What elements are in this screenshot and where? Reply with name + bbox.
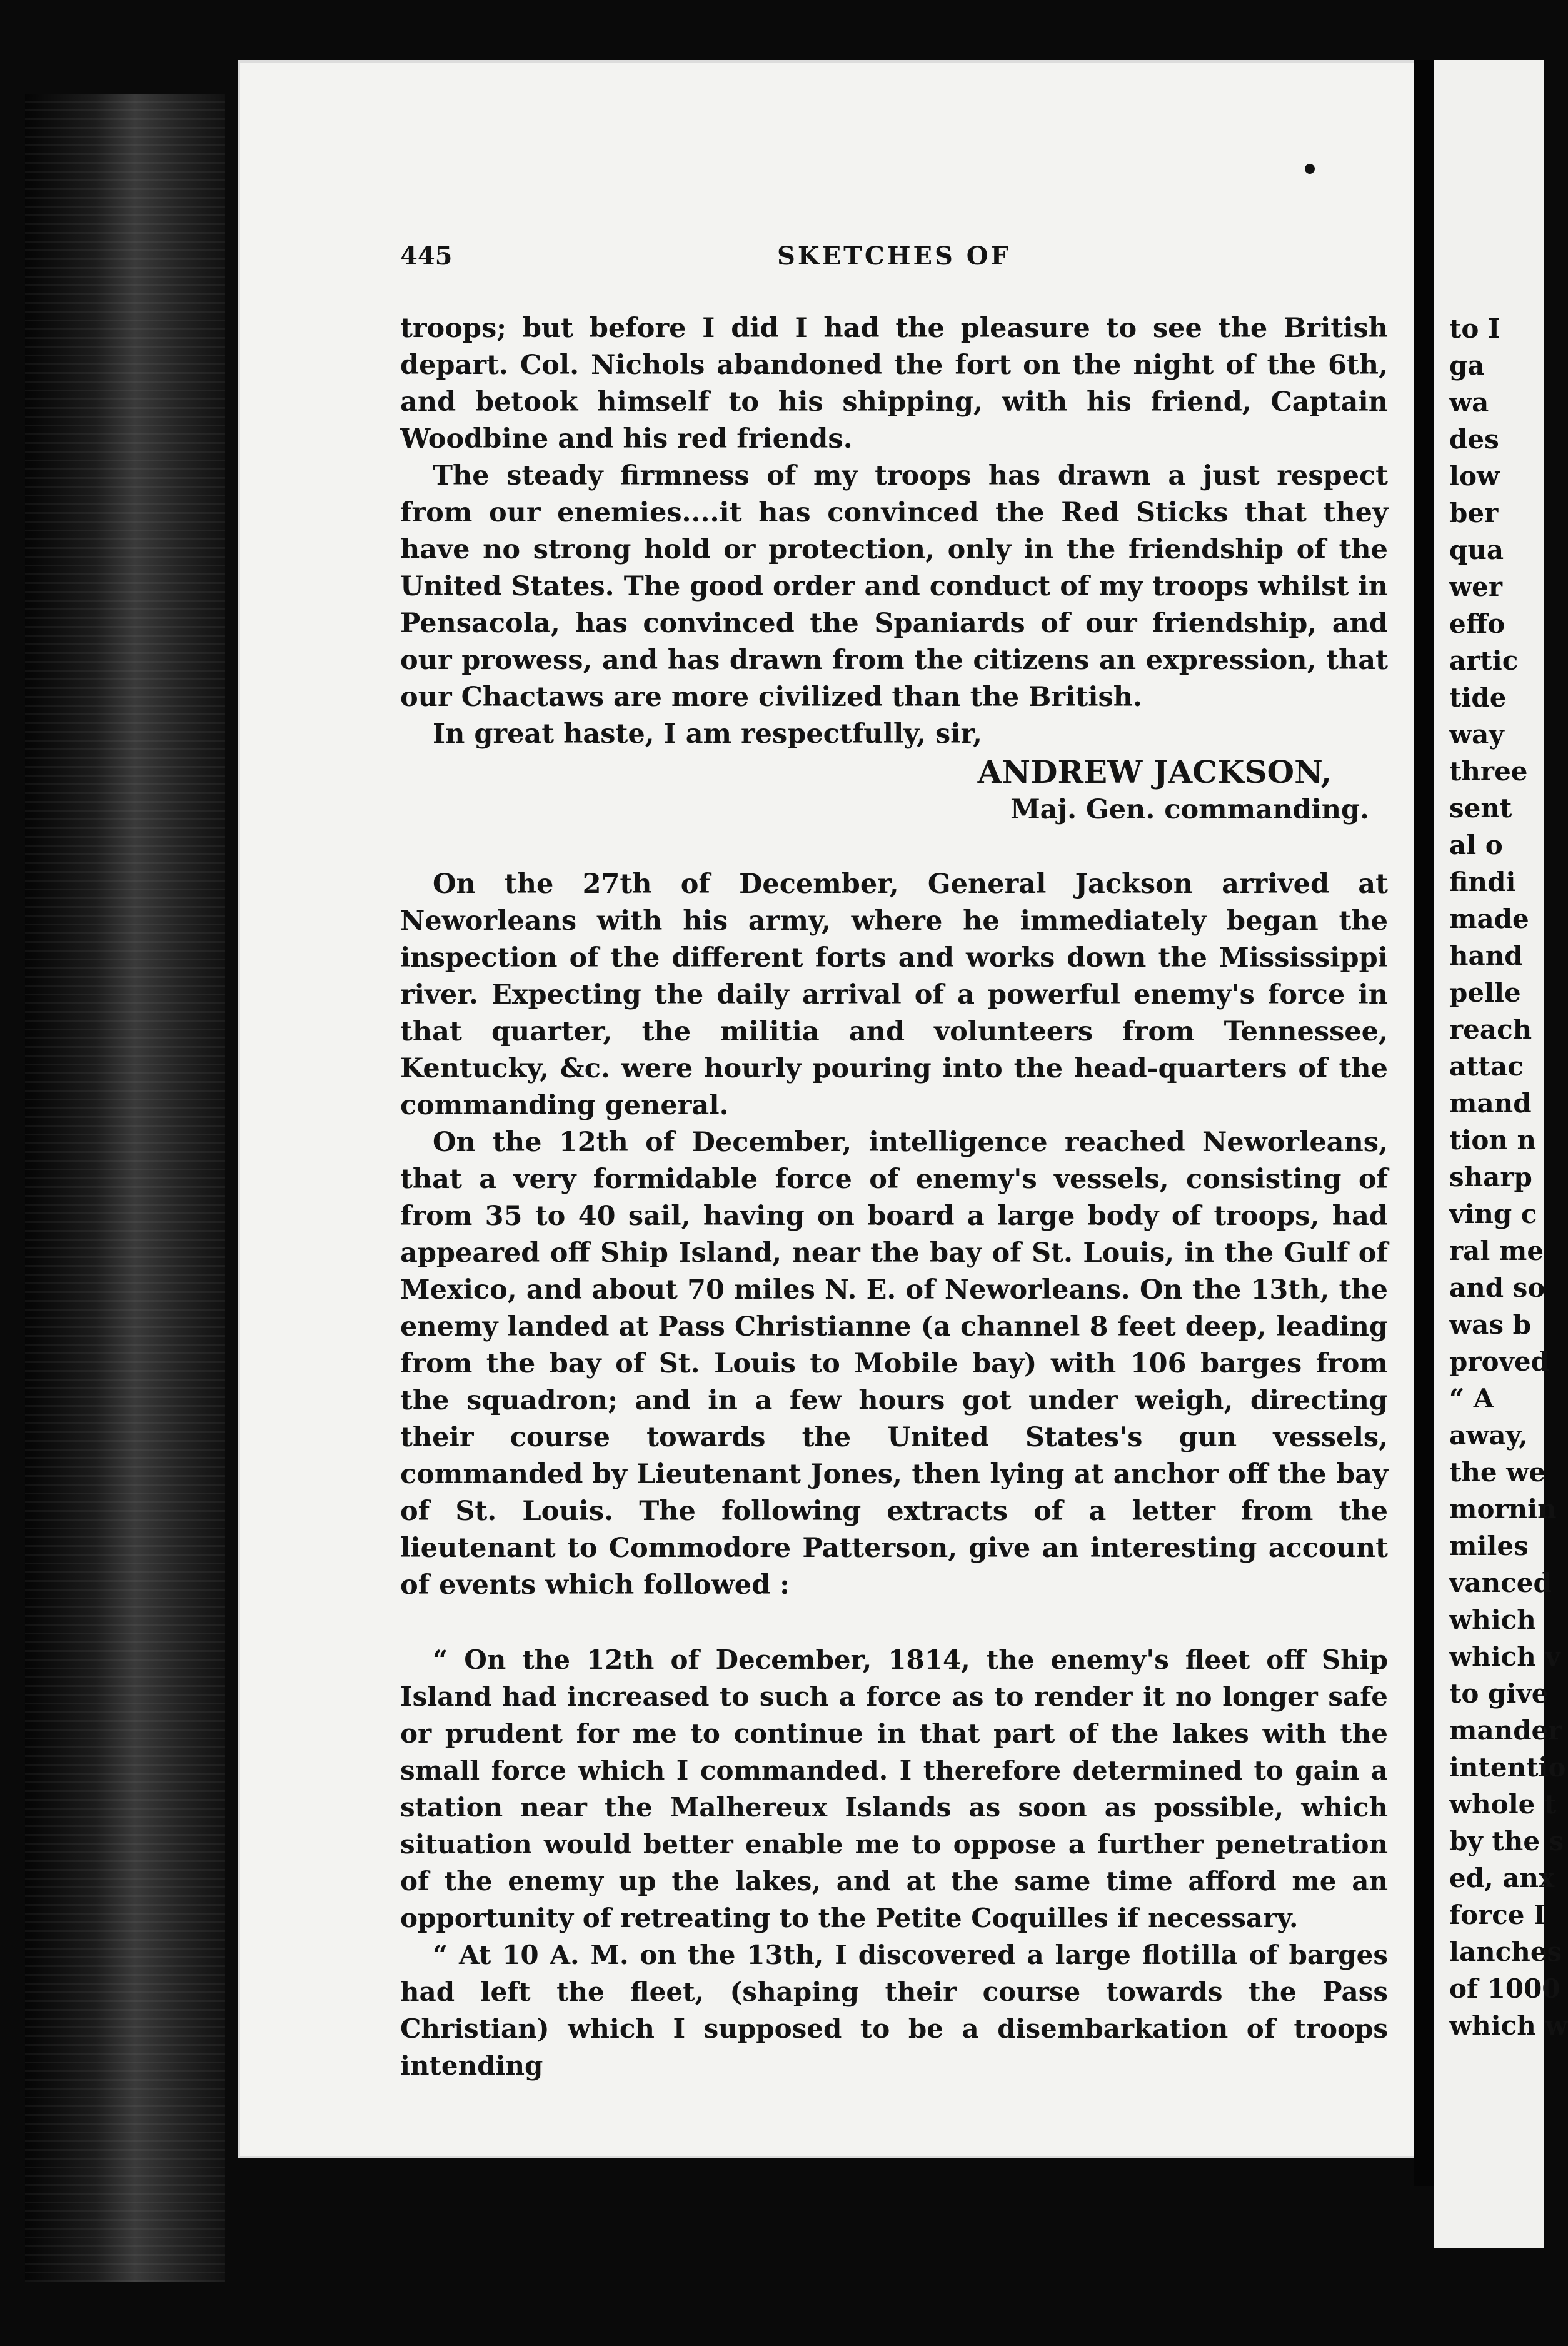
facing-page-line: was b bbox=[1449, 1309, 1532, 1340]
narrative-paragraph: On the 12th of December, intelligence reached Neworleans, that a very formidable force of enemy's vessels, consisting of from 35 to 40 sail, having on board a large body of troops, had appeared off Ship Island, near the bay of St. Louis, in the Gulf of Mexico, and about 70 miles N. E. of Neworleans. On the 13th, the enemy landed at Pass Christianne (a channel 8 feet deep, leading from the bay of St. Louis to Mobile bay) with 106 barges from the squadron; and in a few hours got under weigh, directing their course towards the United States's gun vessels, commanded by Lieutenant Jones, then lying at anchor off the bay of St. Louis. The following extracts of a letter from the lieutenant to Commodore Patterson, give an interesting account of events which followed : bbox=[400, 1127, 1388, 1601]
letter-paragraph: The steady firmness of my troops has drawn a just respect from our enemies....it has convinced the Red Sticks that they have no strong hold or protection, only in the friendship of the United States. The good order and conduct of my troops whilst in Pensacola, has convinced the Spaniards of our friendship, and our prowess, and has drawn from the citizens an expression, that our Chactaws are more civilized than the British. bbox=[400, 460, 1388, 713]
facing-page-line: to give bbox=[1449, 1678, 1549, 1709]
facing-page-line: effo bbox=[1449, 608, 1505, 639]
page-number: 445 bbox=[400, 241, 453, 271]
facing-page-line: tion n bbox=[1449, 1125, 1537, 1155]
facing-page-line: of 1000 bbox=[1449, 1973, 1560, 2004]
facing-page-line: away, bbox=[1449, 1420, 1528, 1451]
section-gap bbox=[400, 1604, 1388, 1641]
facing-page-line: intentio bbox=[1449, 1752, 1566, 1783]
facing-page-line: and so bbox=[1449, 1272, 1545, 1303]
narrative-paragraph: On the 27th of December, General Jackson arrived at Neworleans with his army, where he immediately began the inspection of the different forts and works down the Mississippi river. Expecting the daily arrival of a powerful enemy's force in that quarter, the militia and volunteers from Tennessee, Kentucky, &c. were hourly pouring into the head-quarters of the commanding general. bbox=[400, 868, 1388, 1121]
facing-page-line: mornin bbox=[1449, 1494, 1557, 1524]
facing-page-line: force I bbox=[1449, 1900, 1546, 1930]
facing-page-line: by the s bbox=[1449, 1826, 1564, 1856]
facing-page-line: miles bbox=[1449, 1531, 1529, 1561]
facing-page-line: which w bbox=[1449, 2010, 1568, 2041]
facing-page-line: ving c bbox=[1449, 1199, 1537, 1229]
facing-page-line: pelle bbox=[1449, 977, 1521, 1008]
running-head: SKETCHES OF bbox=[776, 241, 1012, 271]
signature-title: Maj. Gen. commanding. bbox=[1010, 794, 1369, 825]
facing-page-line: qua bbox=[1449, 535, 1504, 565]
facing-page-line: ed, anx bbox=[1449, 1863, 1555, 1893]
facing-page bbox=[1434, 60, 1568, 2248]
facing-page-line: hand bbox=[1449, 940, 1523, 971]
quote-paragraph: “ On the 12th of December, 1814, the enemy's fleet off Ship Island had increased to such a force as to render it no longer safe or prudent for me to continue in that part of the lakes with the small force which I commanded. I therefore determined to gain a station near the Malhereux Islands as soon as possible, which situation would better enable me to oppose a further penetration of the enemy up the lakes, and at the same time afford me an opportunity of retreating to the Petite Coquilles if necessary. bbox=[400, 1644, 1388, 1933]
facing-page-line: whole t bbox=[1449, 1789, 1557, 1820]
facing-page-line: attac bbox=[1449, 1051, 1524, 1082]
facing-page-line: proved bbox=[1449, 1346, 1550, 1377]
facing-page-text bbox=[1434, 60, 1568, 2044]
facing-page-line: tide bbox=[1449, 682, 1507, 713]
page-header bbox=[400, 241, 1388, 310]
signature-name: ANDREW JACKSON, bbox=[977, 753, 1332, 790]
facing-page-line: low bbox=[1449, 461, 1500, 491]
facing-page-line: made bbox=[1449, 904, 1529, 934]
facing-page-line: wer bbox=[1449, 571, 1503, 602]
facing-page-line: lanches bbox=[1449, 1936, 1562, 1967]
facing-page-line: sharp bbox=[1449, 1162, 1532, 1192]
facing-page-line: des bbox=[1449, 424, 1499, 455]
facing-page-line: the we bbox=[1449, 1457, 1546, 1488]
facing-page-line: mander bbox=[1449, 1715, 1562, 1746]
quote-paragraph: “ At 10 A. M. on the 13th, I discovered a large flotilla of barges had left the fleet, (shaping their course towards the Pass Christian) which I supposed to be a disembarkation of troops intending bbox=[400, 1940, 1388, 2081]
facing-page-line: mand bbox=[1449, 1088, 1532, 1119]
facing-page-line: to I bbox=[1449, 313, 1500, 344]
facing-page-line: reach bbox=[1449, 1014, 1532, 1045]
ink-speck bbox=[1305, 164, 1315, 174]
book-binding-edge bbox=[25, 94, 225, 2282]
facing-page-line: which bbox=[1449, 1604, 1536, 1635]
facing-page-line: al o bbox=[1449, 830, 1503, 860]
quoted-letter bbox=[400, 1641, 1388, 2084]
facing-page-line: artic bbox=[1449, 645, 1519, 676]
section-gap bbox=[400, 828, 1388, 866]
facing-page-line: vanced bbox=[1449, 1568, 1552, 1598]
facing-page-line: ga bbox=[1449, 350, 1485, 381]
page-content bbox=[400, 241, 1388, 2084]
facing-page-line: findi bbox=[1449, 867, 1516, 897]
page-gutter bbox=[1414, 60, 1434, 2186]
facing-page-line: way bbox=[1449, 719, 1504, 750]
facing-page-line: three bbox=[1449, 756, 1528, 787]
facing-page-line: ber bbox=[1449, 498, 1499, 528]
facing-page-line: “ A bbox=[1449, 1383, 1494, 1414]
letter-closing: In great haste, I am respectfully, sir, bbox=[433, 718, 983, 750]
letter-paragraph: troops; but before I did I had the pleasure to see the British depart. Col. Nichols abandoned the fort on the night of the 6th, and betook himself to his shipping, with his friend, Captain Woodbine and his red friends. bbox=[400, 313, 1388, 455]
facing-page-line: wa bbox=[1449, 387, 1489, 418]
facing-page-line: which v bbox=[1449, 1641, 1560, 1672]
book-page bbox=[238, 60, 1422, 2158]
facing-page-line: ral me bbox=[1449, 1236, 1544, 1266]
facing-page-line: sent bbox=[1449, 793, 1512, 823]
